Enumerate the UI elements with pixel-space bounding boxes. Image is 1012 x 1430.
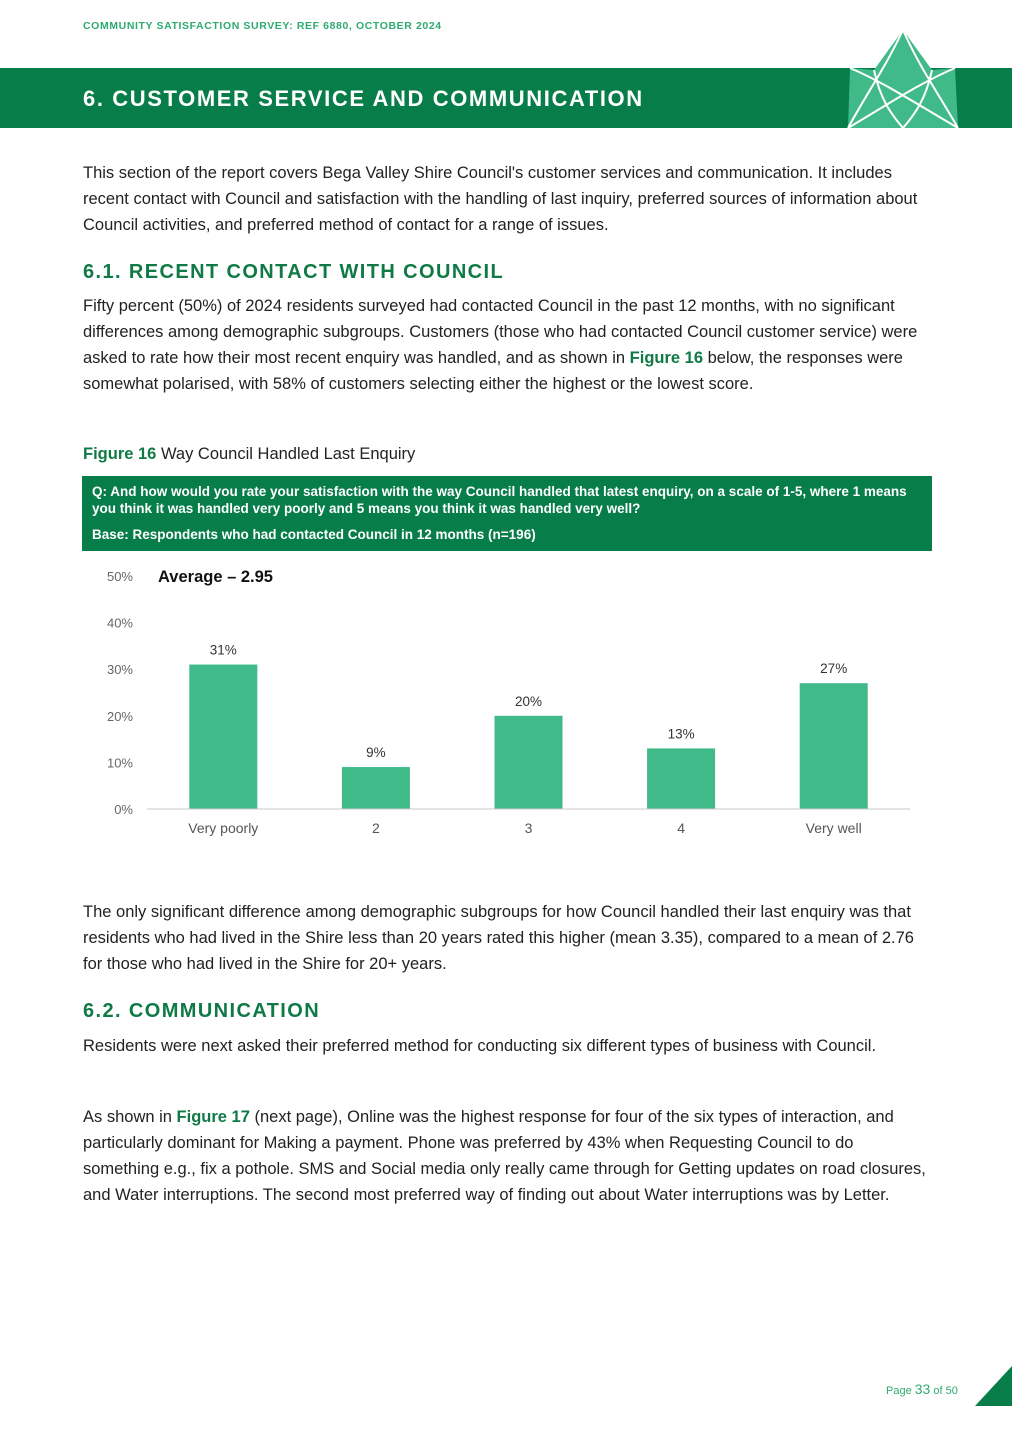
page-current: 33: [914, 1381, 931, 1397]
intro-paragraph: This section of the report covers Bega Valley Shire Council's customer services and communication. It includes recent contact with Council and satisfaction with the handling of last inquiry, preferred sources of information about Council activities, and preferred method of contact for a range of issues.: [83, 164, 918, 234]
bar-2: [342, 767, 410, 809]
communication-text-1: As shown in: [83, 1108, 177, 1126]
bar-5: [800, 683, 868, 809]
data-label: 20%: [514, 693, 543, 709]
x-tick-label: 3: [524, 820, 533, 836]
section-title: 6. CUSTOMER SERVICE AND COMMUNICATION: [83, 86, 644, 111]
figure-label: Figure 16: [83, 445, 157, 463]
data-label: 9%: [366, 745, 386, 761]
y-tick-label: 50%: [106, 569, 133, 584]
x-tick-label: 4: [677, 820, 685, 836]
bar-1: [189, 665, 257, 809]
report-reference: COMMUNITY SATISFACTION SURVEY: REF 6880, OCTOBER 2024: [83, 20, 442, 32]
communication-paragraph-2: [83, 1104, 933, 1208]
data-label: 27%: [820, 661, 848, 677]
recent-contact-text-1: Fifty percent (50%) of 2024 residents surveyed had contacted Council in the past 12 months, with no significant differences among demographic subgroups. Customers (those who had contacted Council customer service) were asked to rate how their most recent enquiry was handled, and as shown in: [83, 297, 918, 367]
figure-title: Way Council Handled Last Enquiry: [156, 445, 416, 463]
x-tick-label: Very well: [805, 820, 862, 836]
survey-question: Q: And how would you rate your satisfaction with the way Council handled that latest enquiry, on a scale of 1-5, where 1 means you think it was handled very poorly and 5 means you think it was handled very well?: [92, 484, 907, 516]
figure-16-link[interactable]: Figure 16: [629, 349, 704, 367]
chart-title: Average – 2.95: [158, 568, 273, 586]
survey-base: Base: Respondents who had contacted Council in 12 months (n=196): [92, 527, 536, 542]
y-tick-label: 40%: [106, 615, 133, 631]
corner-triangle-icon: [975, 1366, 1012, 1406]
communication-text-2: (next page), Online was the highest response for four of the six types of interaction, and particularly dominant for Making a payment. Phone was preferred by 43% when Requesting Council to do something e.g., fix a pothole. SMS and Social media only really came through for Getting updates on road closures, and Water interruptions. The second most preferred way of finding out about Water interruptions was by Letter.: [83, 1108, 926, 1204]
recent-contact-text-2: below, the responses were somewhat polarised, with 58% of customers selecting either the highest or the lowest score.: [83, 349, 903, 393]
y-tick-label: 0%: [114, 802, 133, 817]
data-label: 31%: [209, 642, 237, 658]
y-tick-label: 30%: [106, 662, 133, 678]
page-number: [886, 1381, 958, 1397]
data-label: 13%: [667, 726, 695, 742]
page-total: of 50: [933, 1385, 958, 1397]
bar-3: [495, 716, 563, 809]
y-tick-label: 20%: [106, 708, 133, 724]
figure-17-link[interactable]: Figure 17: [176, 1108, 250, 1126]
y-tick-label: 10%: [106, 755, 133, 771]
page-word: Page: [886, 1385, 912, 1397]
bar-4: [647, 748, 715, 809]
subgroup-paragraph: The only significant difference among demographic subgroups for how Council handled their last enquiry was that residents who had lived in the Shire less than 20 years rated this higher (mean 3.35), compared to a mean of 2.76 for those who had lived in the Shire for 20+ years.: [83, 903, 914, 973]
heading-recent-contact: 6.1. RECENT CONTACT WITH COUNCIL: [83, 261, 505, 283]
communication-paragraph-1: Residents were next asked their preferred method for conducting six different types of business with Council.: [83, 1037, 877, 1055]
x-tick-label: 2: [372, 820, 380, 836]
heading-communication: 6.2. COMMUNICATION: [83, 1000, 321, 1022]
x-tick-label: Very poorly: [188, 820, 259, 836]
